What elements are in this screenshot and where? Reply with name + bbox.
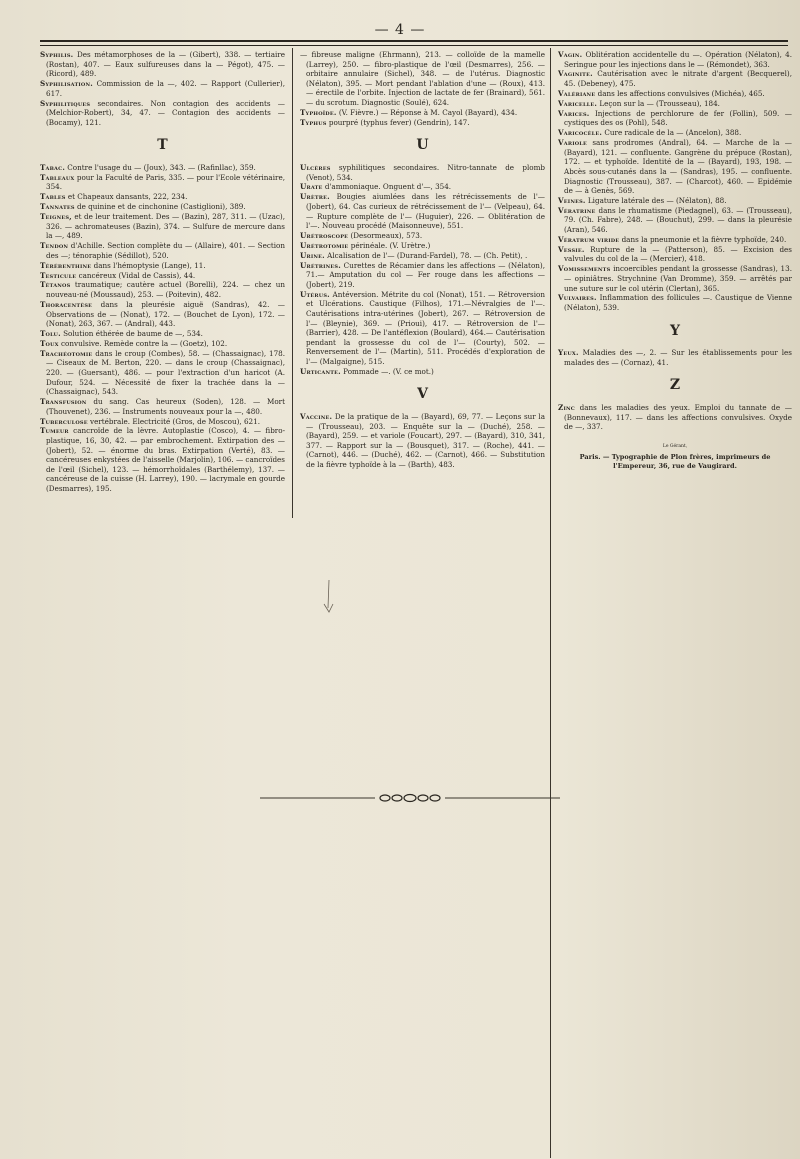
entry-text: dans la pneumonie et la fièvre typhoïde, 240. <box>619 234 787 244</box>
entry-text: Pommade —. (V. ce mot.) <box>340 366 434 376</box>
entry-text: dans l'hémoptysie (Lange), 11. <box>91 260 206 270</box>
index-entry <box>40 212 285 241</box>
entry-text: (V. Fièvre.) — Réponse à M. Cayol (Bayard), 434. <box>336 107 518 117</box>
column-divider <box>550 48 551 1158</box>
entry-heading: Tendon <box>40 241 69 251</box>
entry-text: et Chapeaux dansants, 222, 234. <box>65 192 188 202</box>
entry-text: dans le croup (Combes), 58. — (Chassaignac), 178. — Ciseaux de M. Berton, 220. — dans le croup (Chassaignac), 220. — (Guersant), 486. — pour l'extraction d'un haricot (A. Dufour, 524. — Nécessité de fixer la trachée dans la — (Chassaignac), 543. <box>46 348 285 397</box>
index-entry <box>558 128 792 138</box>
index-entry <box>40 202 285 212</box>
entry-heading: Vératrum viride <box>558 234 620 244</box>
entry-heading: Thoracentèse <box>40 299 93 309</box>
index-entry <box>558 109 792 128</box>
entry-heading: Yeux. <box>558 348 579 358</box>
entry-heading: Vessie. <box>558 244 585 254</box>
entry-text: Rupture de la — (Patterson), 85. — Excision des valvules du col de la — (Mercier), 418. <box>564 244 792 264</box>
index-entry <box>300 367 545 377</box>
index-entry <box>558 245 792 264</box>
index-entry <box>40 163 285 173</box>
index-entry <box>300 231 545 241</box>
index-entry <box>40 271 285 281</box>
index-entry <box>40 241 285 260</box>
entry-text: Oblitération accidentelle du —. Opération (Nélaton), 4. Seringue pour les injections dans le — (Rémondet), 363. <box>564 50 792 69</box>
index-entry <box>558 50 792 69</box>
entry-text: cancéreux (Vidal de Cassis), 44. <box>76 270 196 280</box>
gerant-label: Le Gérant, <box>662 443 688 449</box>
entry-heading: Syphilisation. <box>40 79 93 89</box>
index-entry <box>300 290 545 367</box>
index-entry <box>40 329 285 339</box>
index-column-3 <box>558 50 792 471</box>
entry-text: Alcalisation de l'— (Durand-Fardel), 78. — (Ch. Petit), . <box>324 250 528 260</box>
entry-heading: Tabac. <box>40 162 66 172</box>
index-entry <box>558 348 792 367</box>
entry-heading: Toux <box>40 338 59 348</box>
section-letter: Z <box>669 377 681 394</box>
index-entry <box>300 118 545 128</box>
entry-heading: Utérus. <box>300 289 330 299</box>
entry-text: — fibreuse maligne (Ehrmann), 213. — colloïde de la mamelle (Larrey), 250. — fibro-plastique de l'œil (Desmarres), 256. — orbitaire annulaire (Sichel), 348. — de l'utérus. Diagnostic (Nélaton), 395. — Mort pendant l'ablation d'une — (Roux), 413. — érectile de l'orbite. Injection de lactate de fer (Brainard), 561. — du scrotum. Diagnostic (Soulé), 624. <box>300 50 545 107</box>
entry-heading: Varicocèle. <box>558 128 603 138</box>
index-entry <box>558 99 792 109</box>
entry-text: De la pratique de la — (Bayard), 69, 77. — Leçons sur la — (Trousseau), 203. — Enquête sur la — (Duché), 258. — (Bayard), 259. — et variole (Foucart), 297. — (Bayard), 310, 341, 377. — Rapport sur la — (Bousquet), 317. — (Roche), 441. — (Carnot), 446. — (Duché), 462. — (Carnot), 466. — Substitution de la fièvre typhoïde à la — (Barth), 483. <box>306 411 545 469</box>
entry-text: pourpré (typhus fever) (Gendrin), 147. <box>326 117 470 127</box>
index-entry <box>558 206 792 235</box>
entry-heading: Vaginite. <box>558 69 593 79</box>
index-entry <box>40 426 285 493</box>
entry-text: sans prodromes (Andral), 64. — Marche de la — (Bayard), 121. — confluente. Gangrène du prépuce (Rostan), 172. — et typhoïde. Identité de la — (Bayard), 193, 198. — Abcès sous-cutanés dans la — (Sandras), 195. — confluente. Diagnostic (Trousseau), 387. — (Charcot), 460. — Epidémie de — à Genès, 569. <box>564 138 792 196</box>
entry-heading: Teignes, <box>40 212 72 222</box>
entry-text: d'ammoniaque. Onguent d'—, 354. <box>322 182 452 192</box>
entry-heading: Syphilis. <box>40 50 74 59</box>
entry-heading: Tumeur <box>40 426 69 436</box>
section-letter: U <box>416 137 429 154</box>
entry-heading: Tables <box>40 192 66 202</box>
entry-heading: Urticante. <box>300 366 341 376</box>
entry-text: et de leur traitement. Des — (Bazin), 287, 311. — (Uzac), 326. — achromateuses (Bazin), 374. — Sulfure de mercure dans la —, 489. <box>46 212 285 241</box>
entry-heading: Typhus <box>300 117 327 127</box>
index-column-1 <box>40 50 285 494</box>
entry-text: dans la pleurésie aiguë (Sandras), 42. — Observations de — (Nonat), 172. — (Bouchet de Lyon), 172. — (Nonat), 263, 367. — (Andral), 443. <box>46 299 285 329</box>
index-entry <box>558 264 792 293</box>
entry-text: incoercibles pendant la grossesse (Sandras), 13. — opiniâtres. Strychnine (Van Dromme), 359. — arrêtés par une suture sur le col utérin (Clertan), 365. <box>564 264 792 293</box>
section-letter: Y <box>670 322 680 339</box>
entry-heading: Zinc <box>558 402 575 412</box>
index-entry <box>558 69 792 88</box>
entry-text: Commission de la —, 402. — Rapport (Cullerier), 617. <box>46 79 285 98</box>
index-entry <box>40 349 285 397</box>
entry-text: cancroïde de la lèvre. Autoplastie (Cosco), 4. — fibro-plastique, 16, 30, 42. — par embrochement. Extirpation des — (Jobert), 52. — énorme du bras. Extirpation (Verté), 83. — cancéreuses enkystées de l'aisselle (Marjolin), 106. — cancroïdes de l'œil (Sichel), 123. — hémorrhoïdales (Barthélemy), 137. — cancéreuse de la cuisse (H. Larrey), 190. — lacrymale en gourde (Desmarres), 195. <box>46 426 285 493</box>
entry-heading: Varicelle. <box>558 98 598 108</box>
entry-heading: Typhoïde. <box>300 107 337 117</box>
index-entry <box>558 403 792 432</box>
entry-heading: Tannates <box>40 202 75 212</box>
entry-heading: Vaccine. <box>300 411 333 421</box>
entry-text: dans les maladies des yeux. Emploi du tannate de — (Bonnevaux), 117. — dans les affections convulsives. Oxyde de —, 337. <box>564 402 792 432</box>
entry-heading: Ulcères <box>300 162 331 172</box>
index-column-2 <box>300 50 545 470</box>
entry-heading: Vagin. <box>558 50 583 59</box>
pen-mark <box>318 578 340 618</box>
entry-text: Cure radicale de la — (Ancelon), 388. <box>602 128 742 138</box>
entry-heading: Vératrine <box>558 205 596 215</box>
entry-text: Cautérisation avec le nitrate d'argent (Becquerel), 45. (Debeney), 475. <box>564 69 792 89</box>
column-divider <box>292 48 293 518</box>
entry-heading: Vomissements <box>558 264 611 274</box>
index-entry <box>300 163 545 182</box>
entry-text: dans les affections convulsives (Michéa), 465. <box>595 88 765 98</box>
entry-text: syphilitiques secondaires. Nitro-tannate de plomb (Venot), 534. <box>306 162 545 182</box>
entry-heading: Trachéotomie <box>40 348 93 358</box>
entry-heading: Veines. <box>558 195 586 205</box>
entry-text: convulsive. Remède contre la — (Goetz), 102. <box>58 338 228 348</box>
entry-heading: Tableaux <box>40 172 75 182</box>
index-entry <box>558 138 792 196</box>
section-letter: T <box>157 137 168 154</box>
index-entry <box>40 192 285 202</box>
printer-imprint: Paris. — Typographie de Plon frères, imprimeurs de l'Empereur, 36, rue de Vaugirard. <box>579 453 771 471</box>
index-entry <box>40 79 285 98</box>
entry-heading: Urétrines. <box>300 260 341 270</box>
entry-heading: Tuberculose <box>40 416 88 426</box>
entry-heading: Syphilitiques <box>40 98 91 108</box>
index-entry <box>40 280 285 299</box>
entry-heading: Valériane <box>558 88 596 98</box>
entry-text: Leçon sur la — (Trousseau), 184. <box>597 98 720 108</box>
entry-text: Solution éthérée de baume de —, 534. <box>60 329 203 338</box>
entry-heading: Urétrotomie <box>300 240 349 250</box>
index-entry <box>40 339 285 349</box>
index-entry <box>300 108 545 118</box>
entry-heading: Testicule <box>40 270 77 280</box>
index-entry <box>300 192 545 230</box>
index-entry <box>40 300 285 329</box>
entry-text: pour la Faculté de Paris, 335. — pour l'Ecole vétérinaire, 354. <box>46 172 285 192</box>
entry-text: d'Achille. Section complète du — (Allaire), 401. — Section des —; ténoraphie (Sédillot), 520. <box>46 241 285 260</box>
entry-text: du sang. Cas heureux (Soden), 128. — Mort (Thouvenet), 236. — Instruments nouveaux pour la —, 480. <box>46 397 285 416</box>
entry-text: périnéale. (V. Urètre.) <box>348 240 431 250</box>
entry-heading: Variole <box>558 138 588 148</box>
index-entry <box>300 182 545 192</box>
entry-heading: Tétanos <box>40 280 71 290</box>
entry-text: Injections de perchlorure de fer (Follin), 509. — cystiques des os (Pohl), 548. <box>564 108 792 128</box>
entry-text: dans le rhumatisme (Piedagnel), 63. — (Trousseau), 79. (Ch. Fabre), 248. — (Bouchut), 299. — dans la pleurésie (Aran), 546. <box>564 205 792 235</box>
index-entry <box>558 196 792 206</box>
header-rule <box>40 40 788 46</box>
index-entry <box>300 241 545 251</box>
entry-heading: Térébenthine <box>40 260 92 270</box>
decorative-ornament-rule <box>260 793 560 803</box>
index-entry <box>300 50 545 108</box>
entry-text: (Desormeaux), 573. <box>348 230 423 240</box>
entry-heading: Urine. <box>300 250 325 260</box>
index-entry <box>40 173 285 192</box>
index-entry <box>558 235 792 245</box>
index-entry <box>40 99 285 128</box>
entry-text: vertébrale. Electricité (Gros, de Moscou), 621. <box>87 416 260 426</box>
section-letter: V <box>417 386 428 403</box>
index-entry <box>558 293 792 312</box>
entry-text: Ligature latérale des — (Nélaton), 88. <box>585 195 727 205</box>
entry-heading: Varices. <box>558 108 590 118</box>
index-entry <box>40 261 285 271</box>
entry-heading: Urétroscope <box>300 230 349 240</box>
entry-text: Maladies des —, 2. — Sur les établissements pour les malades des — (Cornaz), 41. <box>564 348 792 367</box>
index-entry <box>558 89 792 99</box>
entry-heading: Vulvaires. <box>558 293 597 303</box>
index-entry <box>300 412 545 470</box>
entry-text: Contre l'usage du — (Joux), 343. — (Rafinllac), 359. <box>65 162 256 172</box>
entry-heading: Urate <box>300 182 323 192</box>
page-number: — 4 — <box>374 22 426 38</box>
entry-text: Curettes de Récamier dans les affections — (Nélaton), 71.— Amputation du col — Fer rouge dans les affections — (Jobert), 219. <box>306 260 545 289</box>
entry-text: Des métamorphoses de la — (Gibert), 338. — tertiaire (Rostan), 407. — Eaux sulfureuses dans la — Pégot), 475. — (Ricord), 489. <box>46 50 285 79</box>
entry-heading: Transfusion <box>40 397 87 407</box>
index-entry <box>40 417 285 427</box>
entry-text: Antéversion. Métrite du col (Nonat), 151. — Rétroversion et Ulcérations. Caustique (Filhos), 171.—Névralgies de l'—. Cautérisations intra-utérines (Jobert), 267. — Rétroversion de l'— (Bleynie), 369. — (Prioui), 417. — Rétroversion de l'— (Barrier), 428. — De l'antéflexion (Boulard), 464.— Cautérisation pendant la grossesse du col de l'— (Courty), 502. — Renversement de l'— (Martin), 511. Procédés d'exploration de l'— (Malgaigne), 515. <box>306 289 545 366</box>
entry-heading: Tolu. <box>40 329 61 338</box>
entry-heading: Urètre. <box>300 192 330 202</box>
entry-text: traumatique; cautère actuel (Borelli), 224. — chez un nouveau-né (Moussaud), 253. — (Poitevin), 482. <box>46 280 285 300</box>
entry-text: de quinine et de cinchonine (Castiglioni), 389. <box>74 202 246 212</box>
index-entry <box>300 261 545 290</box>
index-entry <box>300 251 545 261</box>
index-entry <box>40 397 285 416</box>
entry-text: secondaires. Non contagion des accidents — (Melchior-Robert), 34, 47. — Contagion des accidents — (Bocamy), 121. <box>46 98 285 127</box>
index-entry <box>40 50 285 79</box>
entry-text: Inflammation des follicules —. Caustique de Vienne (Nélaton), 539. <box>564 293 792 312</box>
entry-text: Bougies aiumlées dans les rétrécissements de l'— (Jobert), 64. Cas curieux de rétrécissement de l'— (Velpeau), 64. — Rupture complète de l'— (Huguier), 226. — Oblitération de l'—. Nouveau procédé (Maisonneuve), 551. <box>306 192 545 231</box>
